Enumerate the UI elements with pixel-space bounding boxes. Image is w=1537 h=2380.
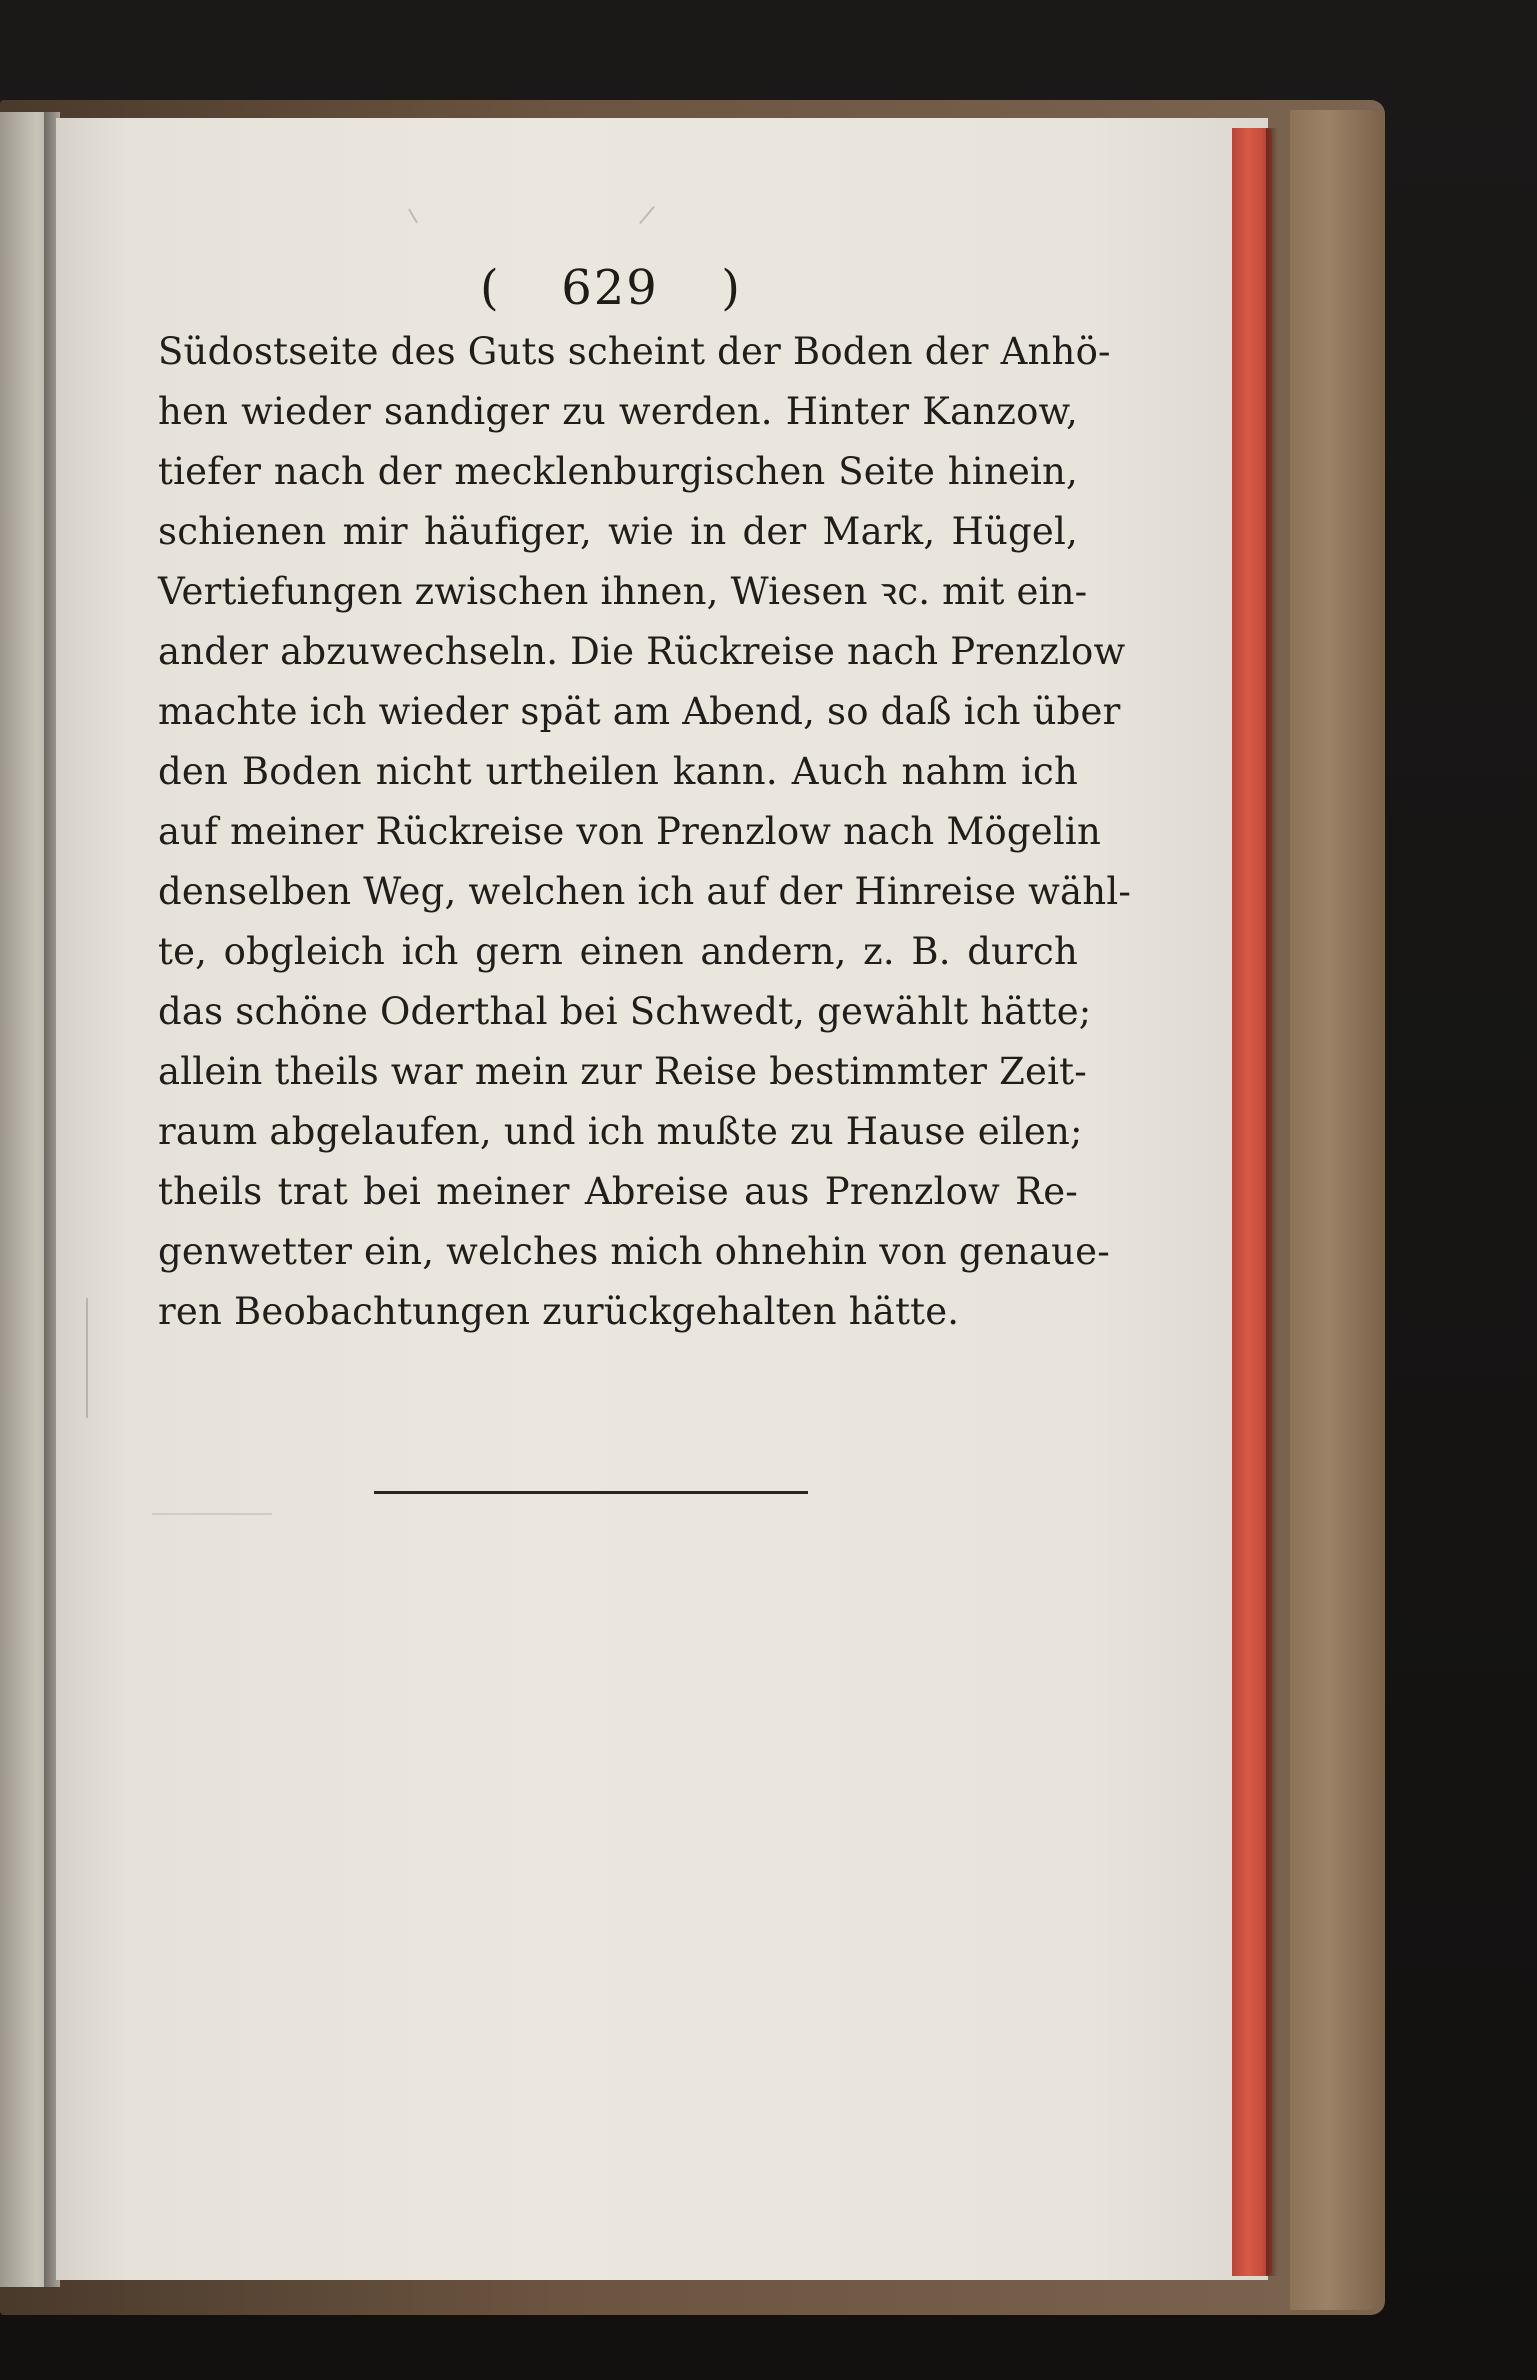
text-line: schienen mir häufiger, wie in der Mark, Hügel, <box>158 510 1078 553</box>
text-line: genwetter ein, welches mich ohnehin von genaue- <box>158 1230 1110 1273</box>
paper-speck <box>152 1513 272 1515</box>
text-line: allein theils war mein zur Reise bestimmter Zeit- <box>158 1050 1087 1093</box>
section-rule <box>374 1491 808 1494</box>
text-line: theils trat bei meiner Abreise aus Prenzlow Re- <box>158 1170 1078 1213</box>
page-number: 629 <box>561 260 659 316</box>
text-line: hen wieder sandiger zu werden. Hinter Kanzow, <box>158 390 1078 433</box>
paper-speck <box>408 209 418 224</box>
text-line: machte ich wieder spät am Abend, so daß ich über <box>158 690 1121 733</box>
body-text <box>158 322 1132 1342</box>
text-line: auf meiner Rückreise von Prenzlow nach Mögelin <box>158 810 1101 853</box>
text-line: tiefer nach der mecklenburgischen Seite hinein, <box>158 450 1078 493</box>
text-line: das schöne Oderthal bei Schwedt, gewählt hätte; <box>158 990 1092 1033</box>
page-header <box>480 248 740 328</box>
text-line: Vertiefungen zwischen ihnen, Wiesen ꝛc. mit ein- <box>158 570 1088 613</box>
text-line: te, obgleich ich gern einen andern, z. B. durch <box>158 930 1078 973</box>
text-line: den Boden nicht urtheilen kann. Auch nahm ich <box>158 750 1078 793</box>
header-paren-close: ) <box>721 260 740 316</box>
text-line: Südostseite des Guts scheint der Boden der Anhö- <box>158 330 1111 373</box>
header-paren-open: ( <box>480 260 499 316</box>
book-cover-edge <box>1290 110 1385 2310</box>
paper-speck <box>86 1298 88 1418</box>
text-line: raum abgelaufen, und ich mußte zu Hause eilen; <box>158 1110 1083 1153</box>
paper-speck <box>639 206 655 224</box>
text-line: ren Beobachtungen zurückgehalten hätte. <box>158 1290 960 1333</box>
text-line: denselben Weg, welchen ich auf der Hinreise wähl- <box>158 870 1132 913</box>
text-line: ander abzuwechseln. Die Rückreise nach Prenzlow <box>158 630 1126 673</box>
page-edge-shadow <box>1266 128 1278 2276</box>
